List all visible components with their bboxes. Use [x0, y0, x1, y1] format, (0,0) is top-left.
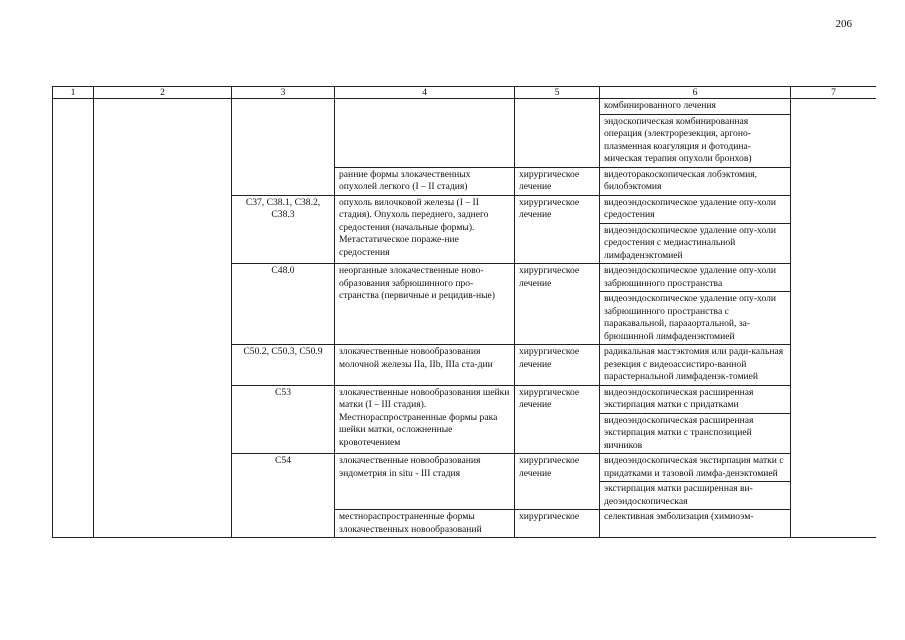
column-header: 5 — [515, 87, 600, 99]
medical-procedures-table — [52, 86, 876, 538]
method-cell: экстирпация матки расширенная ви-деоэндоскопическая — [600, 482, 791, 510]
col7-cell — [791, 99, 877, 538]
condition-cell: злокачественные новообразования молочной железы IIa, IIb, IIIa ста-дии — [335, 345, 515, 386]
treatment-cell: хирургическое лечение — [515, 454, 600, 510]
method-cell: видеоторакоскопическая лобэктомия, билобэктомия — [600, 167, 791, 195]
condition-cell: местнораспространенные формы злокачественных новообразований — [335, 510, 515, 538]
method-cell: видеоэндоскопическая расширенная экстирпация матки с придатками — [600, 385, 791, 413]
medical-procedures-table-container — [52, 86, 876, 612]
icd-code-cell — [232, 99, 335, 196]
treatment-cell: хирургическое лечение — [515, 385, 600, 454]
method-cell: эндоскопическая комбинированная операция (электрорезекция, аргоно-плазменная коагуляция и фотодина-мическая терапия опухоли бронхов) — [600, 114, 791, 167]
column-header: 1 — [53, 87, 94, 99]
method-cell: комбинированного лечения — [600, 99, 791, 115]
table-row — [53, 99, 877, 115]
treatment-cell: хирургическое лечение — [515, 195, 600, 264]
method-cell: видеоэндоскопическое удаление опу-холи забрюшинного пространства — [600, 264, 791, 292]
col1-cell — [53, 99, 94, 538]
icd-code-cell: С48.0 — [232, 264, 335, 345]
condition-cell: опухоль вилочковой железы (I – II стадия). Опухоль переднего, заднего средостения (начальные формы). Метастатическое пораже-ние средостения — [335, 195, 515, 264]
method-cell: радикальная мастэктомия или ради-кальная резекция с видеоассистиро-ванной парастернальной лимфаденэк-томией — [600, 345, 791, 386]
treatment-cell: хирургическое лечение — [515, 167, 600, 195]
method-cell: видеоэндоскопическая расширенная экстирпация матки с транспозицией яичников — [600, 413, 791, 454]
treatment-cell: хирургическое — [515, 510, 600, 538]
condition-cell — [335, 99, 515, 168]
treatment-cell: хирургическое лечение — [515, 264, 600, 345]
treatment-cell — [515, 99, 600, 168]
column-header: 2 — [94, 87, 232, 99]
column-header: 3 — [232, 87, 335, 99]
method-cell: селективная эмболизация (химиоэм- — [600, 510, 791, 538]
column-header: 4 — [335, 87, 515, 99]
condition-cell: злокачественные новообразования шейки матки (I – III стадия). Местнораспространенные формы рака шейки матки, осложненные кровотечением — [335, 385, 515, 454]
treatment-cell: хирургическое лечение — [515, 345, 600, 386]
condition-cell: неорганные злокачественные ново-образования забрюшинного про-странства (первичные и рецидив-ные) — [335, 264, 515, 345]
condition-cell: ранние формы злокачественных опухолей легкого (I – II стадия) — [335, 167, 515, 195]
icd-code-cell: С54 — [232, 454, 335, 538]
icd-code-cell: С53 — [232, 385, 335, 454]
method-cell: видеоэндоскопическое удаление опу-холи забрюшинного пространства с паракавальной, парааортальной, за-брюшинной лимфаденэктомией — [600, 292, 791, 345]
icd-code-cell: С50.2, С50.3, С50.9 — [232, 345, 335, 386]
column-header: 6 — [600, 87, 791, 99]
method-cell: видеоэндоскопическое удаление опу-холи средостения с медиастинальной лимфаденэктомией — [600, 223, 791, 264]
method-cell: видеоэндоскопическое удаление опу-холи средостения — [600, 195, 791, 223]
col2-cell — [94, 99, 232, 538]
page-number: 206 — [835, 18, 852, 30]
method-cell: видеоэндоскопическая экстирпация матки с придатками и тазовой лимфа-денэктомией — [600, 454, 791, 482]
column-number-row — [53, 87, 877, 99]
column-header: 7 — [791, 87, 877, 99]
icd-code-cell: С37, С38.1, С38.2, С38.3 — [232, 195, 335, 264]
condition-cell: злокачественные новообразования эндометрия in situ - III стадия — [335, 454, 515, 510]
